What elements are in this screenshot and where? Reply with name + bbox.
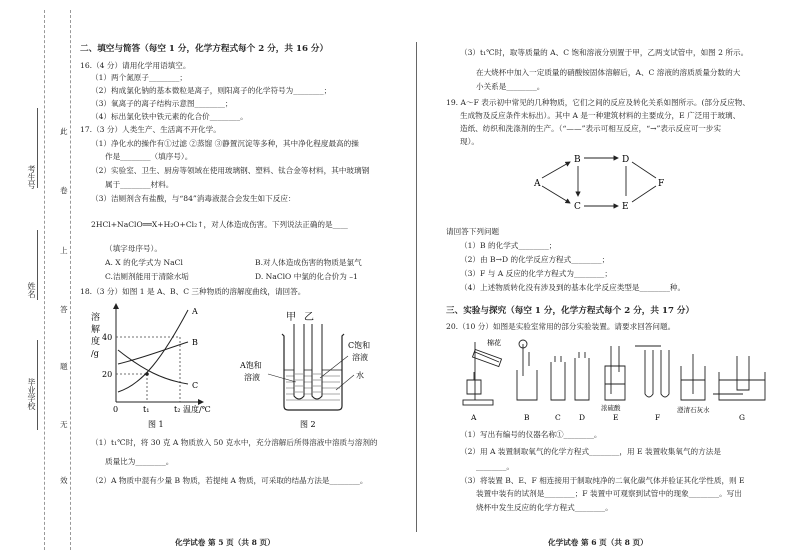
question-20-answer: ________。 [476,462,514,471]
figure-2-caption: 图 2 [300,420,316,429]
page-divider [416,42,417,532]
edge-a-c [542,186,570,203]
node-c: C [574,202,581,212]
question-18-line: 小关系是________。 [476,82,545,91]
apparatus-beaker [681,354,705,400]
edge-d-f [632,162,656,178]
label-g: G [739,413,745,422]
question-20-answer: 烧杯中发生反应的化学方程式________。 [476,503,613,512]
curve-a [118,310,188,392]
option-a: A. X 的化学式为 NaCl [105,258,183,267]
y-label-char: 度 [91,337,101,347]
blank-line [37,108,38,188]
question-18-line: （2）A 物质中混有少量 B 物质，若提纯 A 物质，可采取的结晶方法是________。 [91,476,368,485]
question-20-answer: （2）用 A 装置制取氧气的化学方程式________，用 E 装置收集氧气的方法是 [460,447,721,456]
label-school: 毕业学校 [27,378,36,410]
question-18-line: 在大烧杯中加入一定质量的硝酸铵固体溶解后，A、C 溶液的溶质质量分数的大 [476,68,741,77]
question-17-line: （1）净化水的操作有①过滤 ②蒸馏 ③静置沉淀等多种，其中净化程度最高的操 [91,139,359,148]
relation-diagram [530,148,680,214]
y-label-char: /g [91,349,99,358]
apparatus-e [605,346,625,400]
leader-a [268,374,296,382]
seal-char: 上 [60,246,68,255]
seal-char: 答 [60,305,68,314]
question-19-line: 现）。 [460,137,479,146]
test-tube-yi [312,324,322,399]
label-e: E [613,413,619,422]
lab-apparatus [455,336,770,424]
page-footer-right: 化学试卷 第 6 页（共 8 页） [548,538,648,547]
figure-1-solubility [88,302,220,432]
question-20-head: 20.（10 分）如图是实验室常用的部分实验装置。请要求回答问题。 [446,322,676,331]
apparatus-c [551,356,565,400]
question-16-item: （4）标出氯化铁中铁元素的化合价________。 [91,112,248,121]
section-title: 三、实验与探究（每空 1 分，化学方程式每个 2 分，共 17 分） [446,306,695,316]
x-tick-t1: t₁ [143,405,150,414]
x-tick-t2: t₂ [174,405,181,414]
curve-label-c: C [192,381,199,390]
leader-c [320,356,348,378]
question-16-item: （3）氧离子的离子结构示意图________； [91,99,233,108]
curve-label-b: B [192,338,198,347]
x-tick-0: 0 [113,405,119,414]
question-16-head: 16.（4 分）请用化学用语填空。 [80,61,191,70]
apparatus-g [713,356,765,400]
section-title: 二、填空与简答（每空 1 分，化学方程式每个 2 分，共 16 分） [80,44,329,54]
test-tube-jia [294,324,304,399]
option-b: B.对人体造成伤害的物质是氯气 [255,258,362,267]
question-17-line: 属于________材料。 [105,180,174,189]
label-a-solution: A饱和 [240,361,262,370]
seal-char: 题 [60,362,68,371]
label-name: 姓名 [27,282,36,298]
question-20-answer: （1）写出有编号的仪器名称①________。 [460,430,602,439]
apparatus-a [463,342,502,405]
option-c: C.洁厕剂能用于清除水垢 [105,272,189,281]
question-19-answer: （4）上述物质转化没有涉及到的基本化学反应类型是________种。 [460,283,686,292]
label-c-solution: 溶液 [352,353,368,362]
label-water: 水 [356,371,364,380]
curve-b [118,342,188,364]
tag-limewater: 澄清石灰水 [677,406,710,414]
question-18-line: 质量比为________。 [105,457,174,466]
label-b: B [524,413,530,422]
page-footer-left: 化学试卷 第 5 页（共 8 页） [175,538,275,547]
curve-label-a: A [192,307,198,316]
binding-line-inner [70,10,71,550]
binding-line-outer [44,10,45,550]
label-exam-no: 考生号 [27,165,36,189]
figure-2-beaker [238,308,388,432]
curve-c [118,350,188,384]
question-18-line: （3）t₁℃时，取等质量的 A、C 饱和溶液分别置于甲，乙两支试管中，如图 2 所示。 [460,48,749,57]
question-19-answer: （3）F 与 A 反应的化学方程式为________； [460,269,612,278]
question-19-ask: 请回答下列问题 [446,227,500,236]
seal-char: 无 [60,420,68,429]
question-17-line: 作是________（填序号）。 [105,152,193,161]
intersection-point [145,372,149,376]
question-17-line: （2）实验室、卫生、厨房等领域在使用玻璃钢、塑料、钛合金等材料，其中玻璃钢 [91,166,370,175]
question-20-answer: 装置中装有的试剂是________；F 装置中可观察到试管中的现象________。写出 [476,489,742,498]
leader-water [336,375,354,390]
question-19-line: 造纸、纺织和洗涤剂的生产。（“——”表示可相互反应，“→”表示反应可一步实 [460,124,722,133]
y-tick-20: 20 [102,370,113,379]
question-19-answer: （1）B 的化学式________； [460,241,557,250]
question-18-head: 18.（3 分）如图 1 是 A、B、C 三种物质的溶解度曲线，请回答。 [80,287,306,296]
node-d: D [622,155,630,165]
y-label-char: 溶 [91,313,101,323]
seal-char: 卷 [60,186,68,195]
figure-1-caption: 图 1 [148,420,164,429]
label-c: C [555,413,561,422]
question-17-head: 17.（3 分）人类生产、生活离不开化学。 [80,125,221,134]
question-17-line: （填字母序号）。 [105,244,162,253]
label-a-solution: 溶液 [244,373,260,382]
question-18-line: （1）t₁℃时，将 30 克 A 物质放入 50 克水中，充分溶解后所得溶液中溶质与溶剂的 [91,438,378,447]
edge-e-f [632,186,656,202]
question-19-answer: （2）由 B→D 的化学反应方程式________； [460,255,610,264]
question-20-answer: （3）将装置 B、E、F 相连接用于制取纯净的二氧化碳气体并验证其化学性质，则 E [460,476,745,485]
question-19-line: 生成物及反应条件未标出）。其中 A 是一种建筑材料的主要成分，E 广泛用于玻璃、 [460,111,741,120]
question-17-equation: 2HCl+NaClO══X+H₂O+Cl₂↑，对人体造成伤害。下列说法正确的是____ [91,220,348,229]
seal-char: 效 [60,476,68,485]
seal-char: 此 [60,127,68,136]
label-a: A [471,413,477,422]
option-d: D. NaClO 中氯的化合价为 –1 [255,272,358,281]
tag-cotton: 棉花 [487,339,501,347]
tag-sulfuric-acid: 浓硫酸 [601,404,621,412]
y-label-char: 解 [91,325,101,335]
node-b: B [574,155,581,165]
tube-label-jia: 甲 [286,312,296,323]
question-19-line: 19. A～F 表示初中常见的几种物质，它们之间的反应及转化关系如图所示。(部分反应物、 [446,98,750,107]
blank-line [37,340,38,430]
node-e: E [622,202,629,212]
y-axis-arrow [113,303,119,309]
x-axis-label: 温度/℃ [183,405,211,414]
edge-a-b [542,162,570,178]
question-16-item: （1）两个氮原子________； [91,73,187,82]
label-f: F [655,413,661,422]
y-tick-40: 40 [102,333,113,342]
blank-line [37,230,38,300]
label-d: D [579,413,586,422]
question-16-item: （2）构成氯化钠的基本微粒是离子，则阳离子的化学符号为________； [91,86,332,95]
question-17-line: （3）洁厕剂含有盐酸，与“84”消毒液混合会发生如下反应： [91,194,296,203]
apparatus-d [575,352,589,400]
label-c-solution: C饱和 [348,341,371,350]
apparatus-f [635,346,669,397]
apparatus-b [517,340,537,400]
tube-label-yi: 乙 [304,312,314,323]
node-a: A [534,179,541,189]
node-f: F [658,179,665,189]
